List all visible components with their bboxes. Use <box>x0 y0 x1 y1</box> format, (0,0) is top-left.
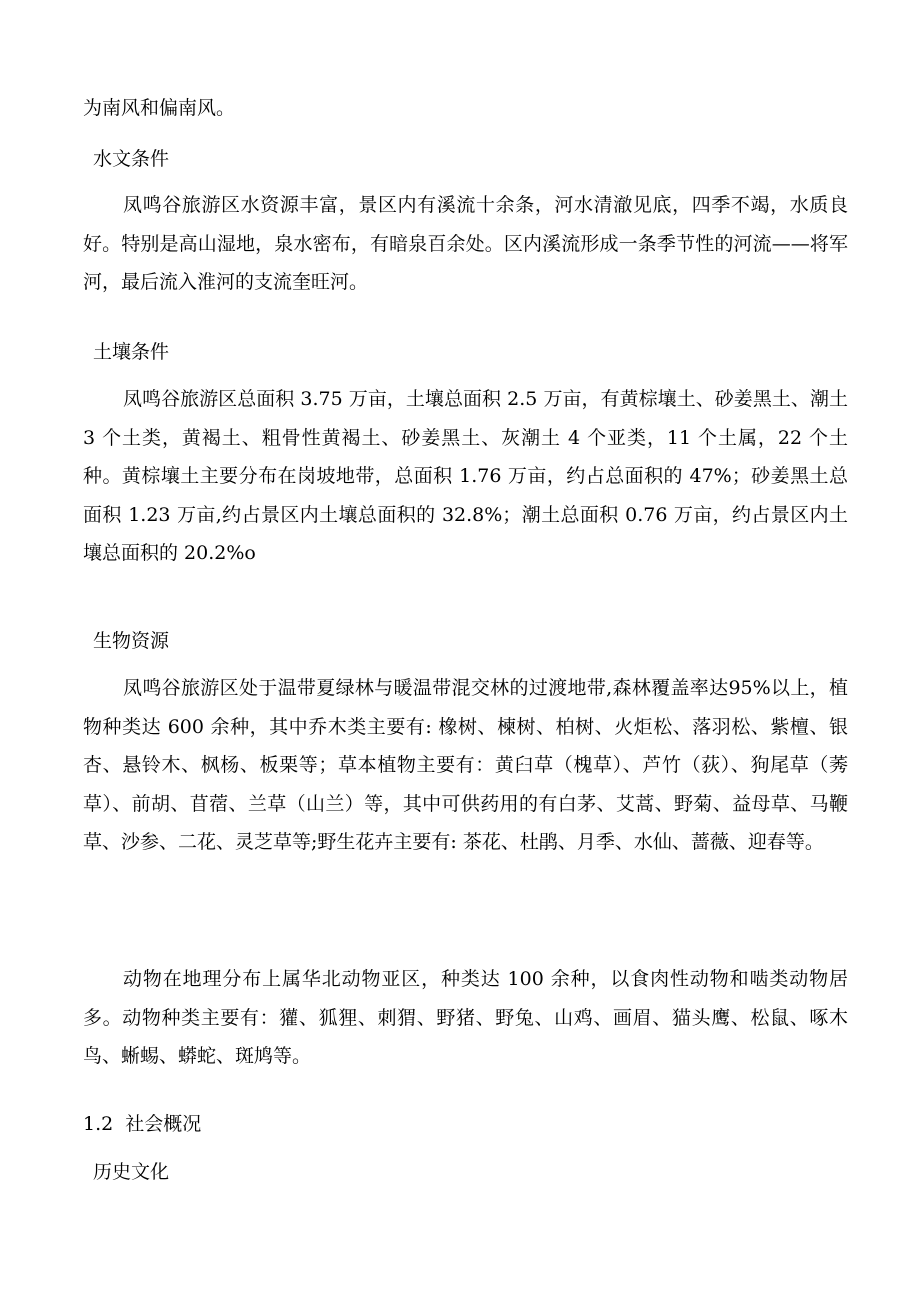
continuation-text: 为南风和偏南风。 <box>83 97 236 119</box>
paragraph-hydrology: 凤鸣谷旅游区水资源丰富，景区内有溪流十余条，河水清澈见底，四季不竭，水质良好。特别是高山湿地，泉水密布，有暗泉百余处。区内溪流形成一条季节性的河流——将军河，最后流入淮河的支流奎旺河。 <box>83 194 848 294</box>
section-title-social <box>83 1105 201 1144</box>
paragraph-plants: 凤鸣谷旅游区处于温带夏绿林与暖温带混交林的过渡地带,森林覆盖率达95%以上，植物种类达 600 余种，其中乔木类主要有: 橡树、楝树、柏树、火炬松、落羽松、紫檀、银杏、悬铃木、枫杨、板栗等；草本植物主要有：黄臼草（槐草）、芦竹（荻）、狗尾草（莠草）、前胡、苜蓿、兰草（山兰）等，其中可供药用的有白茅、艾蒿、野菊、益母草、马鞭草、沙参、二花、灵芝草等;野生花卉主要有: 茶花、杜鹃、月季、水仙、蔷薇、迎春等。 <box>83 677 848 854</box>
heading-history: 历史文化 <box>93 1161 170 1183</box>
heading-hydrology: 水文条件 <box>93 148 170 170</box>
heading-soil: 土壤条件 <box>93 341 170 363</box>
paragraph-animals: 动物在地理分布上属华北动物亚区，种类达 100 余种，以食肉性动物和啮类动物居多。动物种类主要有：獾、狐狸、刺猬、野猪、野兔、山鸡、画眉、猫头鹰、松鼠、啄木鸟、蜥蜴、蟒蛇、斑鸠等。 <box>83 968 848 1068</box>
section-title-text: 社会概况 <box>125 1113 202 1135</box>
paragraph-soil: 凤鸣谷旅游区总面积 3.75 万亩，土壤总面积 2.5 万亩，有黄棕壤土、砂姜黑土、潮土 3 个土类，黄褐土、粗骨性黄褐土、砂姜黑土、灰潮土 4 个亚类，11 个土属，22 个土种。黄棕壤土主要分布在岗坡地带，总面积 1.76 万亩，约占总面积的 47%；砂姜黑土总面积 1.23 万亩,约占景区内土壤总面积的 32.8%；潮土总面积 0.76 万亩，约占景区内土壤总面积的 20.2%o <box>83 388 848 565</box>
section-number: 1.2 <box>83 1113 114 1135</box>
heading-biology: 生物资源 <box>93 630 170 652</box>
